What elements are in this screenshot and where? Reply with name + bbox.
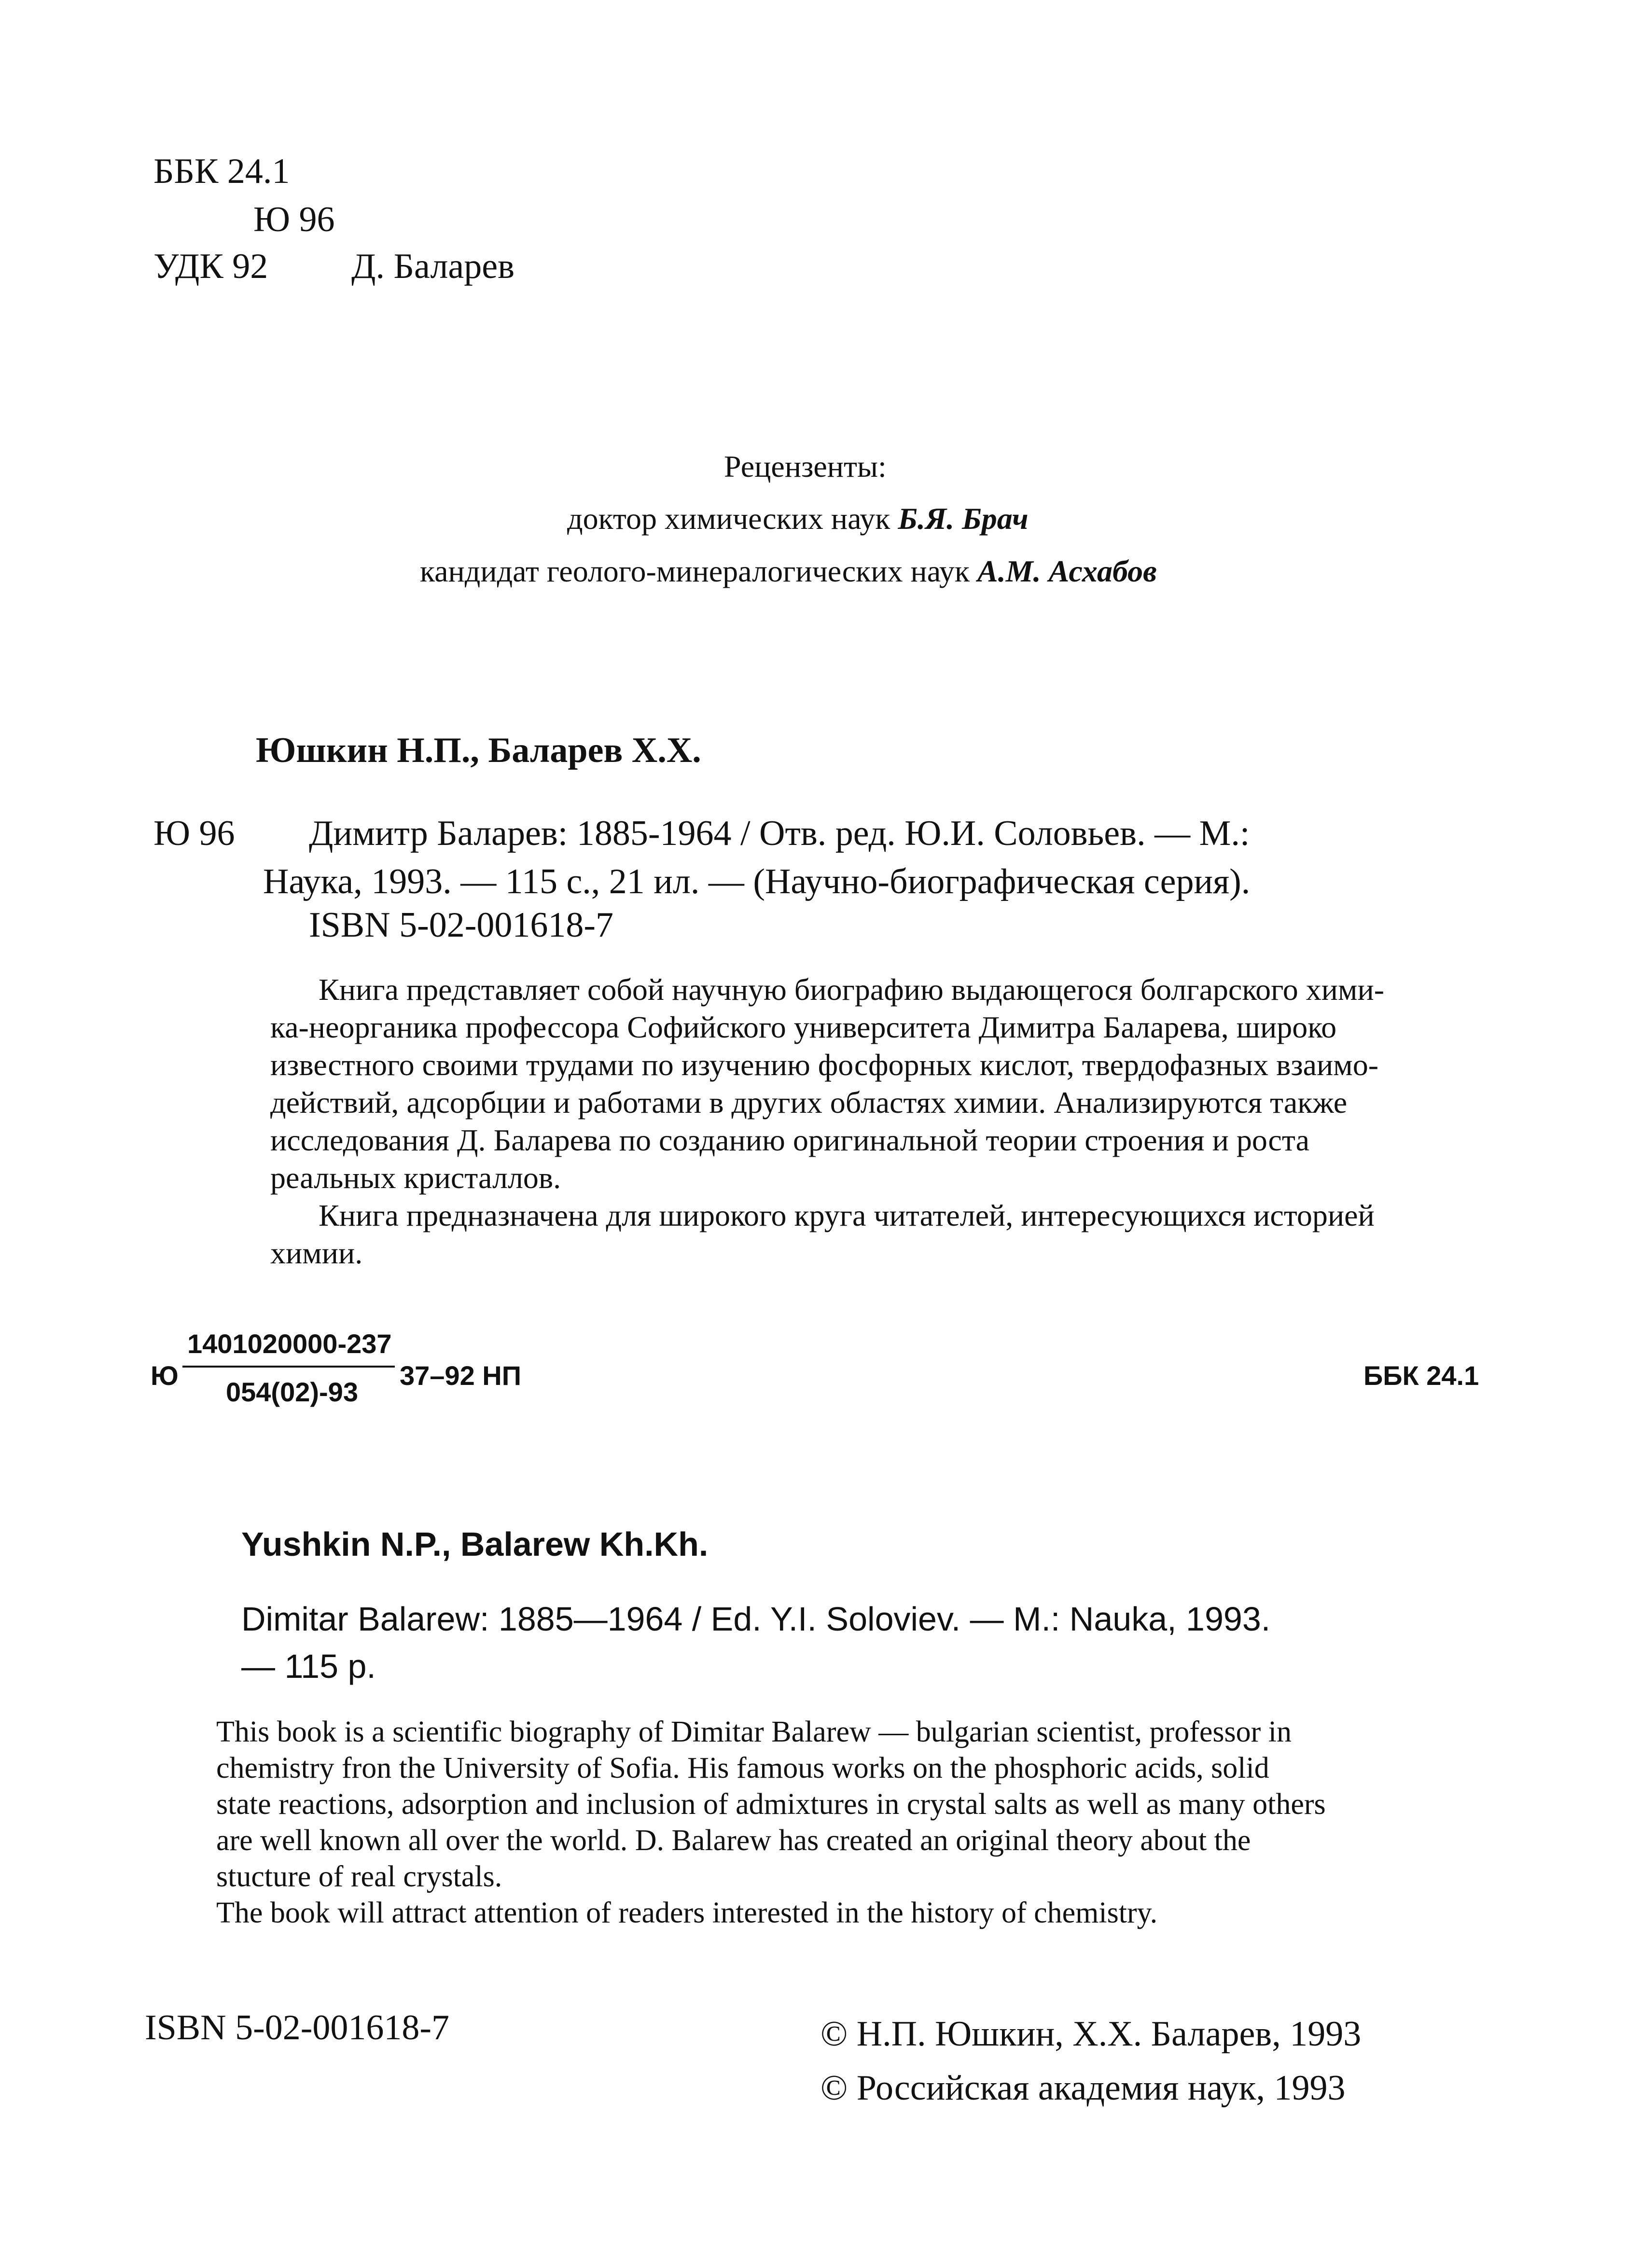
- en-biblio-line-1: Dimitar Balarew: 1885—1964 / Ed. Y.I. Soloviev. — M.: Nauka, 1993.: [241, 1600, 1271, 1638]
- ru-biblio-line-1: Димитр Баларев: 1885-1964 / Отв. ред. Ю.И. Соловьев. — М.:: [309, 814, 1250, 853]
- author-code: Ю 96: [253, 200, 335, 239]
- en-abstract: [216, 1714, 1471, 1931]
- en-abstract-line: state reactions, adsorption and inclusion of admixtures in crystal salts as well as many others: [216, 1788, 1326, 1821]
- ru-abstract-line: реальных кристаллов.: [270, 1161, 561, 1195]
- ru-abstract-line: ка-неорганика профессора Софийского университета Димитра Баларева, широко: [270, 1010, 1337, 1044]
- ru-code: Ю 96: [153, 814, 235, 853]
- en-abstract-line: This book is a scientific biography of Dimitar Balarew — bulgarian scientist, professor in: [216, 1715, 1292, 1748]
- en-abstract-line: stucture of real crystals.: [216, 1860, 502, 1893]
- ru-biblio-line-2: Наука, 1993. — 115 с., 21 ил. — (Научно-биографическая серия).: [263, 862, 1251, 901]
- udk-code: УДК 92: [153, 247, 268, 286]
- en-abstract-line: chemistry fron the University of Sofia. His famous works on the phosphoric acids, solid: [216, 1752, 1269, 1784]
- reviewer-1-name: Б.Я. Брач: [898, 501, 1029, 536]
- reviewers-heading: Рецензенты:: [724, 449, 887, 484]
- copyright-authors: © Н.П. Юшкин, Х.Х. Баларев, 1993: [820, 2014, 1362, 2054]
- ru-abstract-line: действий, адсорбции и работами в других областях химии. Анализируются также: [270, 1085, 1348, 1120]
- footer-isbn: ISBN 5-02-001618-7: [145, 2008, 450, 2047]
- index-fraction-bar: [182, 1366, 395, 1368]
- ru-abstract: [270, 971, 1487, 1272]
- bbk-code: ББК 24.1: [153, 152, 290, 191]
- index-suffix: 37–92 НП: [400, 1360, 521, 1391]
- ru-isbn: ISBN 5-02-001618-7: [309, 905, 614, 945]
- ru-authors: Юшкин Н.П., Баларев Х.Х.: [256, 731, 701, 770]
- ru-purpose-line: химии.: [270, 1236, 363, 1270]
- index-letter: Ю: [151, 1360, 179, 1391]
- ru-abstract-line: исследования Д. Баларева по созданию оригинальной теории строения и роста: [270, 1123, 1309, 1157]
- index-numerator: 1401020000-237: [187, 1328, 392, 1359]
- en-authors: Yushkin N.P., Balarew Kh.Kh.: [241, 1525, 709, 1563]
- reviewer-2-title: кандидат геолого-минералогических наук: [420, 554, 970, 588]
- ru-purpose-line: Книга предназначена для широкого круга читателей, интересующихся историей: [319, 1198, 1375, 1232]
- index-bbk: ББК 24.1: [1363, 1360, 1479, 1391]
- author-mark: Д. Баларев: [351, 247, 515, 286]
- reviewer-2-name: А.М. Асхабов: [977, 554, 1157, 588]
- index-denominator: 054(02)-93: [226, 1377, 358, 1407]
- ru-abstract-line: известного своими трудами по изучению фосфорных кислот, твердофазных взаимо-: [270, 1048, 1379, 1082]
- en-abstract-line: The book will attract attention of readers interested in the history of chemistry.: [216, 1896, 1158, 1929]
- ru-abstract-line: Книга представляет собой научную биографию выдающегося болгарского хими-: [319, 972, 1385, 1007]
- copyright-academy: © Российская академия наук, 1993: [820, 2068, 1346, 2108]
- reviewer-line-2: [420, 556, 1157, 587]
- en-abstract-line: are well known all over the world. D. Balarew has created an original theory about the: [216, 1824, 1251, 1857]
- reviewer-1-title: доктор химических наук: [567, 501, 890, 536]
- en-biblio-line-2: — 115 p.: [241, 1647, 376, 1685]
- reviewer-line-1: [567, 503, 1029, 534]
